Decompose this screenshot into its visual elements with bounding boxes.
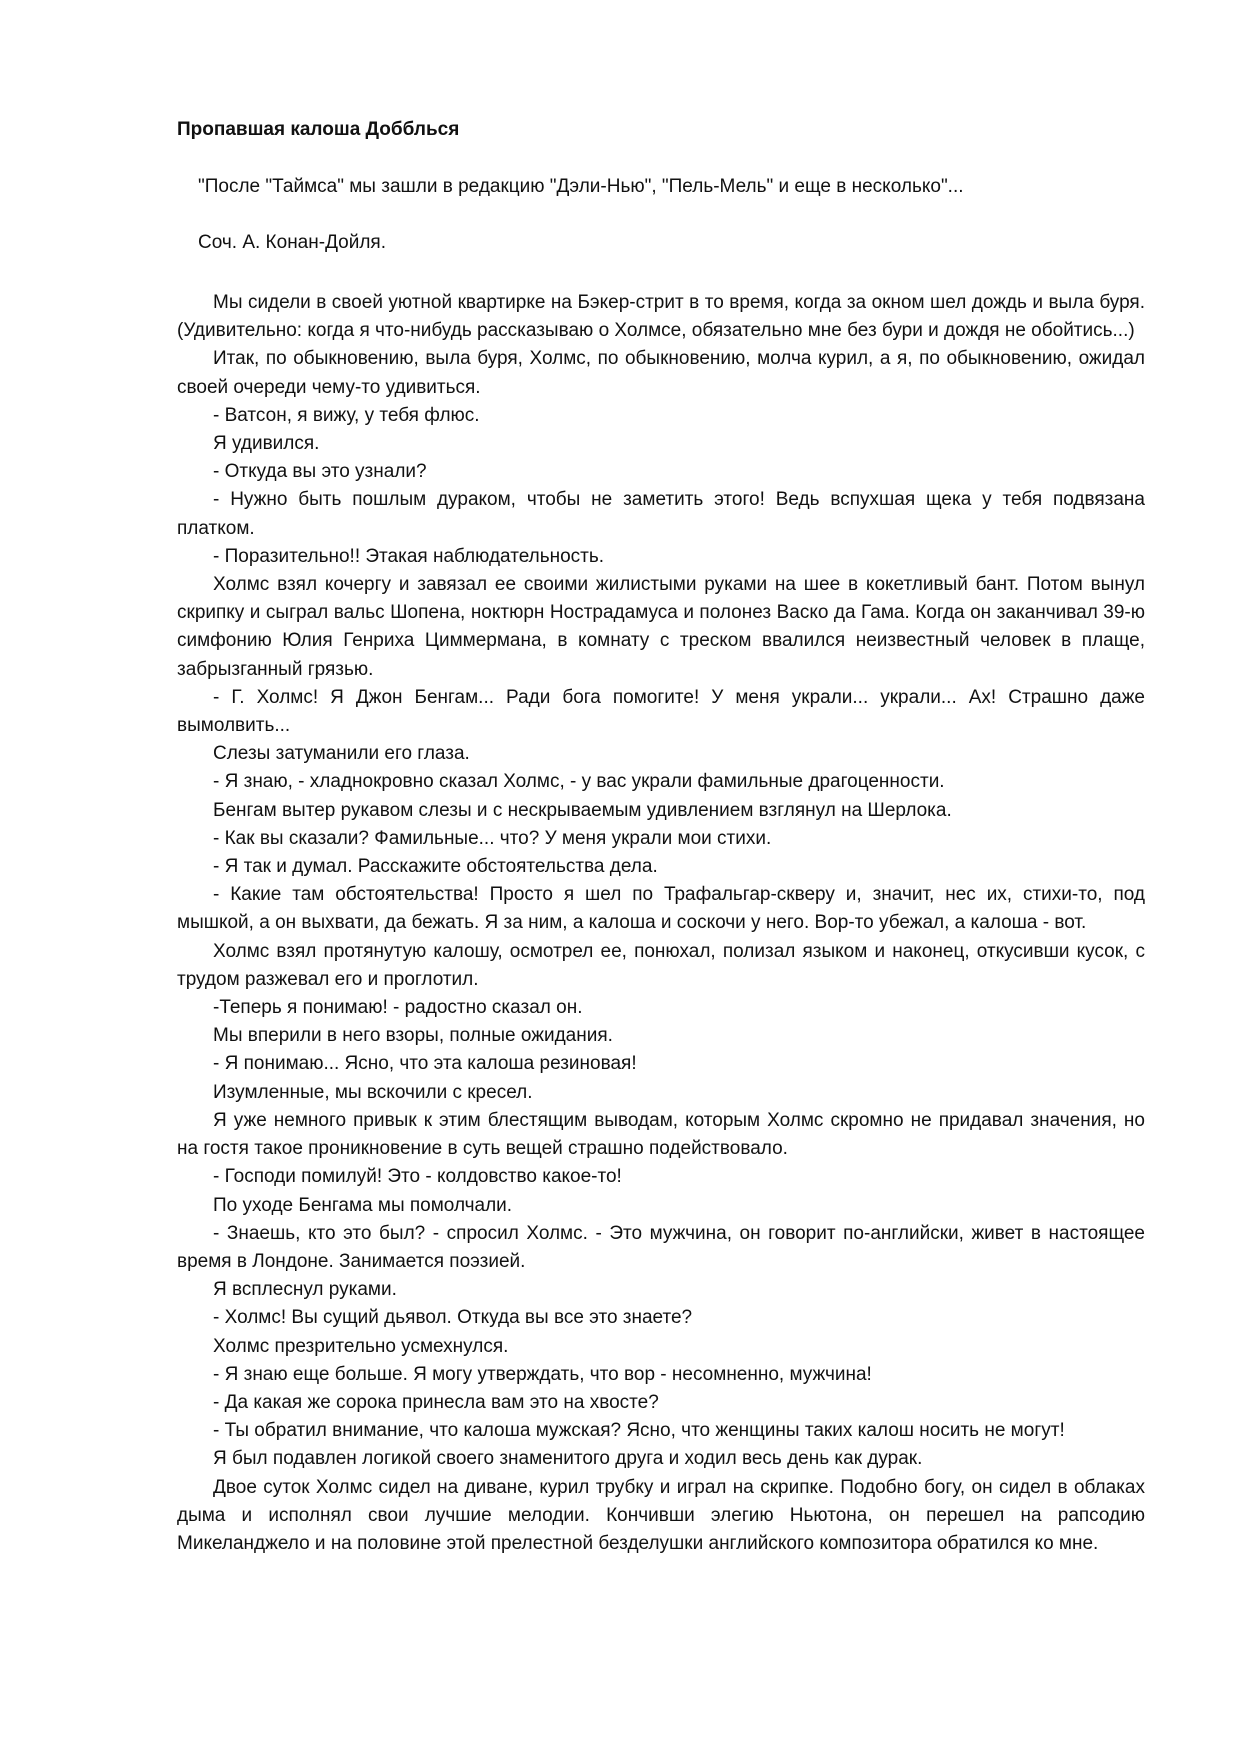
paragraph: Холмс взял кочергу и завязал ее своими жилистыми руками на шее в кокетливый бант. Потом вынул скрипку и сыграл вальс Шопена, ноктюрн Нострадамуса и полонез Васко да Гама. Когда он заканчивал 39-ю симфонию Юлия Генриха Циммермана, в комнату с треском ввалился неизвестный человек в плаще, забрызганный грязью. [177,574,1145,680]
paragraph: Изумленные, мы вскочили с кресел. [213,1081,533,1103]
paragraph: Холмс взял протянутую калошу, осмотрел ее, понюхал, полизал языком и наконец, откусивши кусок, с трудом разжевал его и проглотил. [177,940,1145,990]
epigraph-attribution: Соч. А. Конан-Дойля. [198,232,386,253]
paragraph: Мы сидели в своей уютной квартирке на Бэкер-стрит в то время, когда за окном шел дождь и выла буря. (Удивительно: когда я что-нибудь рассказываю о Холмсе, обязательно мне без бури и дождя не обойтись...) [177,292,1145,342]
paragraph: Слезы затуманили его глаза. [213,743,470,765]
paragraph: - Знаешь, кто это был? - спросил Холмс. - Это мужчина, он говорит по-английски, живет в настоящее время в Лондоне. Занимается поэзией. [177,1222,1145,1272]
paragraph: - Ты обратил внимание, что калоша мужская? Ясно, что женщины таких калош носить не могут! [213,1420,1065,1442]
paragraph: Бенгам вытер рукавом слезы и с нескрываемым удивлением взглянул на Шерлока. [213,799,952,821]
paragraph: - Я понимаю... Ясно, что эта калоша резиновая! [213,1053,637,1075]
paragraph: - Господи помилуй! Это - колдовство какое-то! [213,1166,622,1188]
paragraph: - Поразительно!! Этакая наблюдательность. [213,545,605,567]
paragraph: Итак, по обыкновению, выла буря, Холмс, по обыкновению, молча курил, а я, по обыкновению, ожидал своей очереди чему-то удивиться. [177,348,1145,398]
paragraph: - Ватсон, я вижу, у тебя флюс. [213,404,480,426]
paragraph: Я всплеснул руками. [213,1279,397,1301]
paragraph: - Холмс! Вы сущий дьявол. Откуда вы все это знаете? [213,1307,693,1329]
paragraph: Мы вперили в него взоры, полные ожидания. [213,1025,613,1047]
epigraph: "После "Таймса" мы зашли в редакцию "Дэли-Нью", "Пель-Мель" и еще в несколько"... [198,176,964,197]
paragraph: Холмс презрительно усмехнулся. [213,1335,509,1357]
paragraph: - Нужно быть пошлым дураком, чтобы не заметить этого! Ведь вспухшая щека у тебя подвязана платком. [177,489,1145,539]
paragraph: Двое суток Холмс сидел на диване, курил трубку и играл на скрипке. Подобно богу, он сидел в облаках дыма и исполнял свои лучшие мелодии. Кончивши элегию Ньютона, он перешел на рапсодию Микеланджело и на половине этой прелестной безделушки английского композитора обратился ко мне. [177,1476,1145,1554]
paragraph: - Да какая же сорока принесла вам это на хвосте? [213,1391,659,1413]
paragraph: Я удивился. [213,433,320,455]
document-title: Пропавшая калоша Добблься [177,119,460,140]
paragraph: - Я знаю еще больше. Я могу утверждать, что вор - несомненно, мужчина! [213,1363,872,1385]
paragraph: - Откуда вы это узнали? [213,461,427,483]
body-text [177,289,1145,1558]
paragraph: - Какие там обстоятельства! Просто я шел по Трафальгар-скверу и, значит, нес их, стихи-то, под мышкой, а он выхвати, да бежать. Я за ним, а калоша и соскочи у него. Вор-то убежал, а калоша - вот. [177,884,1145,934]
paragraph: -Теперь я понимаю! - радостно сказал он. [213,997,583,1019]
paragraph: Я уже немного привык к этим блестящим выводам, которым Холмс скромно не придавал значения, но на гостя такое проникновение в суть вещей страшно подействовало. [177,1109,1145,1160]
paragraph: Я был подавлен логикой своего знаменитого друга и ходил весь день как дурак. [213,1448,923,1470]
paragraph: - Как вы сказали? Фамильные... что? У меня украли мои стихи. [213,827,772,849]
paragraph: - Я знаю, - хладнокровно сказал Холмс, - у вас украли фамильные драгоценности. [213,771,945,793]
paragraph: По уходе Бенгама мы помолчали. [213,1194,513,1216]
paragraph: - Г. Холмс! Я Джон Бенгам... Ради бога помогите! У меня украли... украли... Ах! Страшно даже вымолвить... [177,686,1145,737]
paragraph: - Я так и думал. Расскажите обстоятельства дела. [213,856,658,878]
